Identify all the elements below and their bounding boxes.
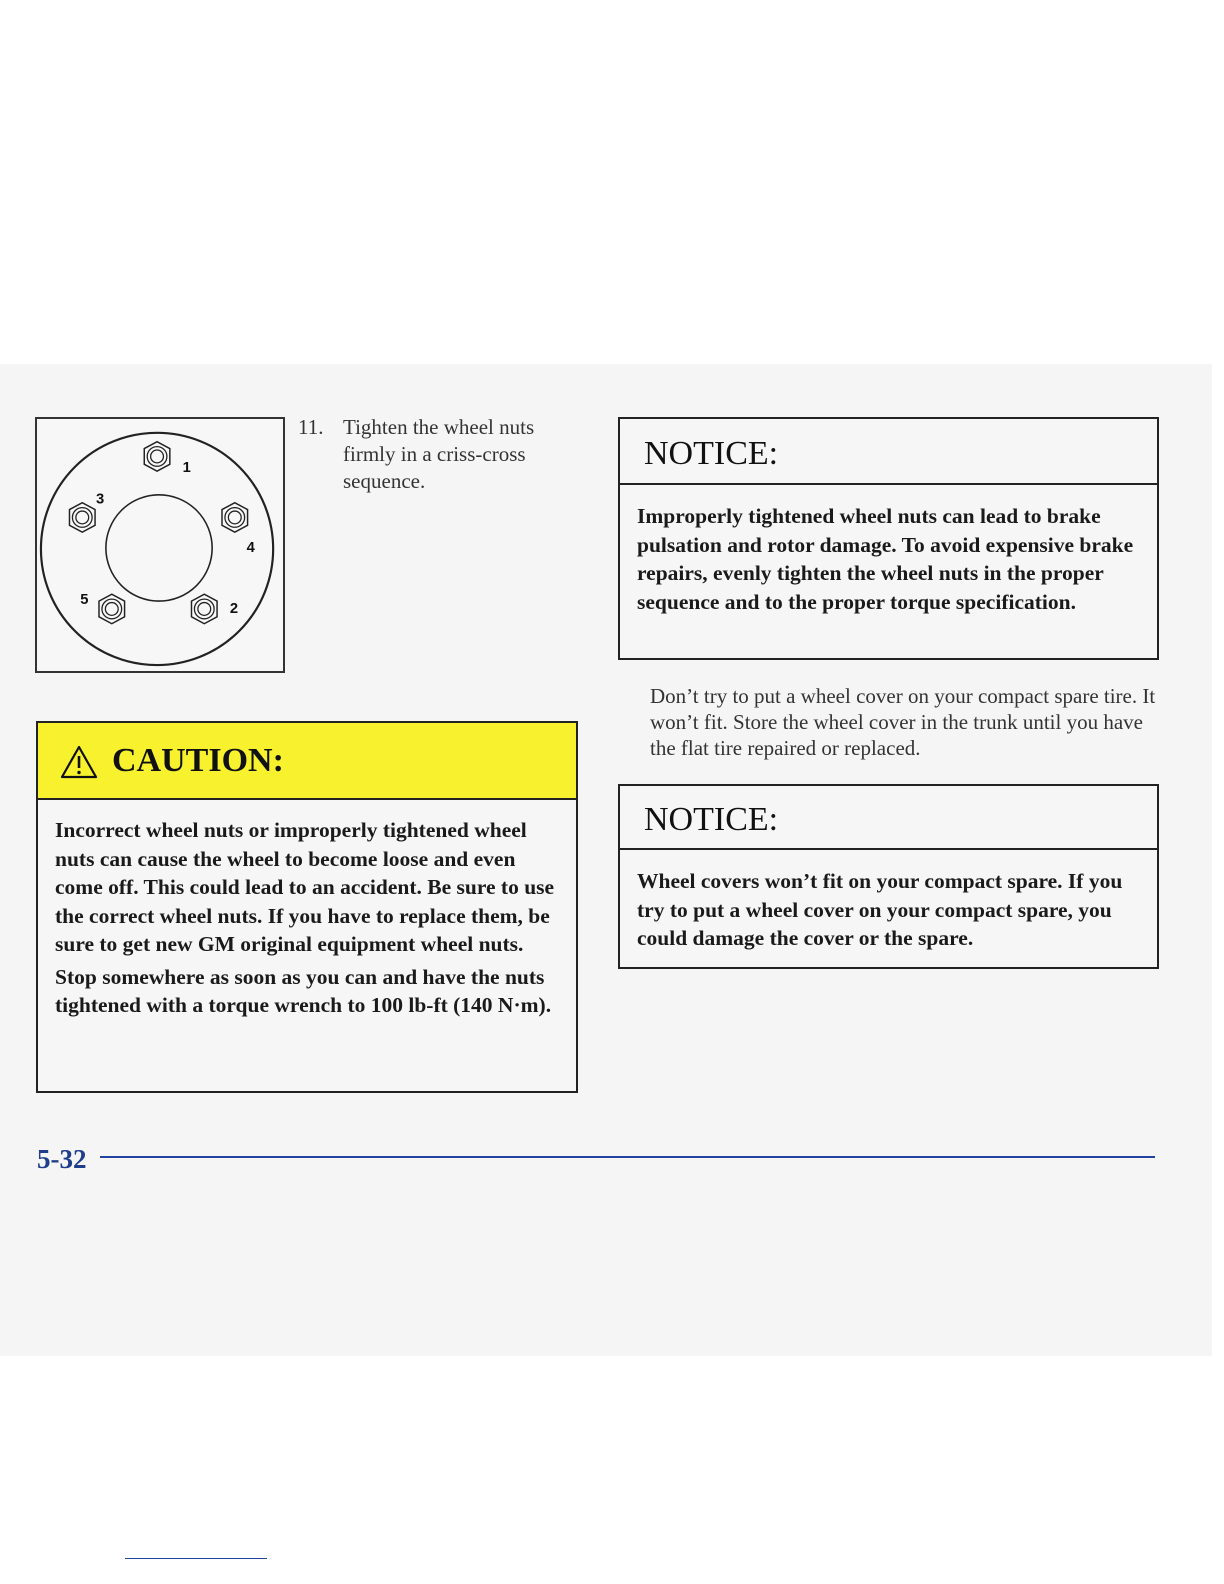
caution-paragraph: Incorrect wheel nuts or improperly tightened wheel nuts can cause the wheel to become loose and even come off. This could lead to an accident. Be sure to use the correct wheel nuts. If you have to replace them, be sure to get new GM original equipment wheel nuts. bbox=[55, 818, 555, 956]
wheel-nut-diagram bbox=[35, 417, 285, 673]
footer-rule bbox=[100, 1156, 1155, 1158]
wheel-nut-sequence-figure bbox=[37, 419, 283, 671]
page-number: 5-32 bbox=[37, 1144, 87, 1174]
warning-triangle-icon bbox=[60, 745, 98, 779]
diagram-label-2: 2 bbox=[229, 600, 239, 617]
lug-nut-3 bbox=[69, 503, 95, 533]
lug-nut-5 bbox=[99, 594, 125, 624]
lug-nut-2 bbox=[191, 594, 217, 624]
caution-body bbox=[38, 800, 576, 1020]
instruction-step bbox=[298, 414, 588, 495]
bottom-rule bbox=[125, 1558, 267, 1559]
diagram-label-5: 5 bbox=[80, 592, 89, 609]
lug-nut-1 bbox=[144, 442, 170, 472]
lug-nut-4 bbox=[222, 503, 248, 533]
caution-heading: CAUTION: bbox=[112, 741, 284, 779]
notice-heading: NOTICE: bbox=[620, 786, 1157, 850]
diagram-label-4: 4 bbox=[246, 539, 255, 556]
caution-paragraph: Stop somewhere as soon as you can and have the nuts tightened with a torque wrench to 100 lb-ft (140 N·m). bbox=[55, 964, 552, 1017]
step-text: Tighten the wheel nuts firmly in a criss-cross sequence. bbox=[343, 415, 535, 493]
caution-header bbox=[38, 723, 576, 800]
wheel-cover-paragraph: Don’t try to put a wheel cover on your compact spare tire. It won’t fit. Store the wheel cover in the trunk until you have the flat tire repaired or replaced. bbox=[650, 684, 1156, 760]
notice-body: Improperly tightened wheel nuts can lead to brake pulsation and rotor damage. To avoid expensive brake repairs, evenly tighten the wheel nuts in the proper sequence and to the proper torque specification. bbox=[637, 504, 1134, 614]
notice-body: Wheel covers won’t fit on your compact spare. If you try to put a wheel cover on your compact spare, you could damage the cover or the spare. bbox=[637, 869, 1123, 950]
step-number: 11. bbox=[298, 415, 324, 439]
diagram-label-1: 1 bbox=[182, 460, 191, 477]
notice-box-wheel-cover bbox=[618, 784, 1159, 969]
notice-box-brake bbox=[618, 417, 1159, 660]
notice-heading: NOTICE: bbox=[620, 419, 1157, 485]
diagram-label-3: 3 bbox=[96, 491, 105, 508]
caution-box bbox=[36, 721, 578, 1093]
